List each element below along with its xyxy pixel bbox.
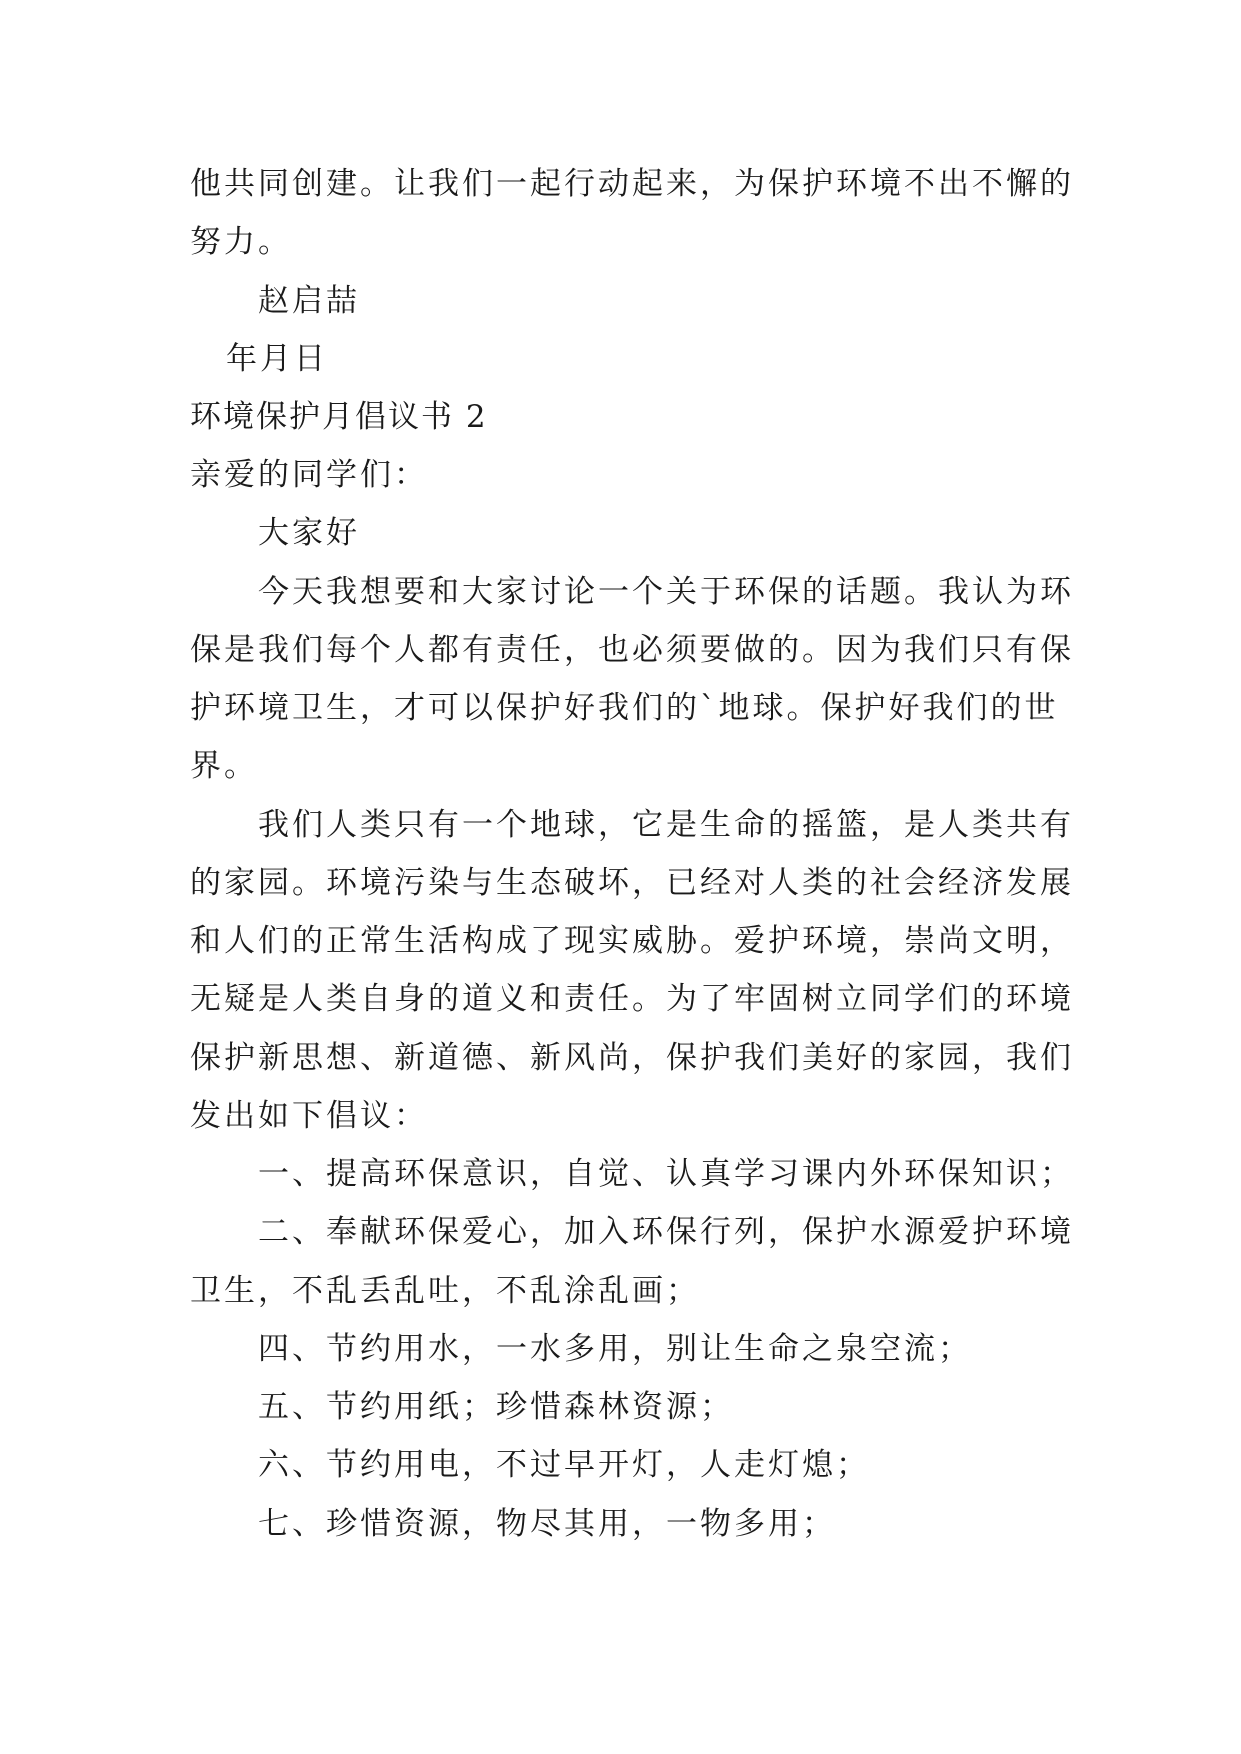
list-item: 六、节约用电，不过早开灯，人走灯熄； — [258, 1447, 870, 1483]
body-line: 和人们的正常生活构成了现实威胁。爱护环境，崇尚文明， — [190, 923, 1074, 959]
body-line: 保护新思想、新道德、新风尚，保护我们美好的家园，我们 — [190, 1040, 1074, 1076]
body-line: 努力。 — [190, 224, 292, 260]
salutation: 亲爱的同学们： — [190, 457, 428, 493]
body-line: 的家园。环境污染与生态破坏，已经对人类的社会经济发展 — [190, 865, 1074, 901]
list-item: 一、提高环保意识，自觉、认真学习课内外环保知识； — [258, 1156, 1074, 1192]
signature-date: 年月日 — [226, 341, 328, 377]
body-line: 发出如下倡议： — [190, 1098, 428, 1134]
list-item: 四、节约用水，一水多用，别让生命之泉空流； — [258, 1331, 972, 1367]
body-line: 保是我们每个人都有责任，也必须要做的。因为我们只有保 — [190, 632, 1074, 668]
list-item: 二、奉献环保爱心，加入环保行列，保护水源爱护环境 — [258, 1214, 1074, 1250]
section-title: 环境保护月倡议书 2 — [190, 399, 488, 435]
list-item: 五、节约用纸；珍惜森林资源； — [258, 1389, 734, 1425]
signature-name: 赵启喆 — [258, 283, 360, 319]
body-line: 今天我想要和大家讨论一个关于环保的话题。我认为环 — [258, 574, 1074, 610]
greeting: 大家好 — [258, 515, 360, 551]
list-item: 七、珍惜资源，物尽其用，一物多用； — [258, 1506, 836, 1542]
body-line: 无疑是人类自身的道义和责任。为了牢固树立同学们的环境 — [190, 981, 1074, 1017]
body-line: 护环境卫生，才可以保护好我们的`地球。保护好我们的世 — [190, 690, 1059, 726]
body-line: 他共同创建。让我们一起行动起来，为保护环境不出不懈的 — [190, 166, 1074, 202]
body-line: 我们人类只有一个地球，它是生命的摇篮，是人类共有 — [258, 807, 1074, 843]
body-line: 界。 — [190, 748, 258, 784]
list-item-continued: 卫生，不乱丢乱吐，不乱涂乱画； — [190, 1273, 700, 1309]
